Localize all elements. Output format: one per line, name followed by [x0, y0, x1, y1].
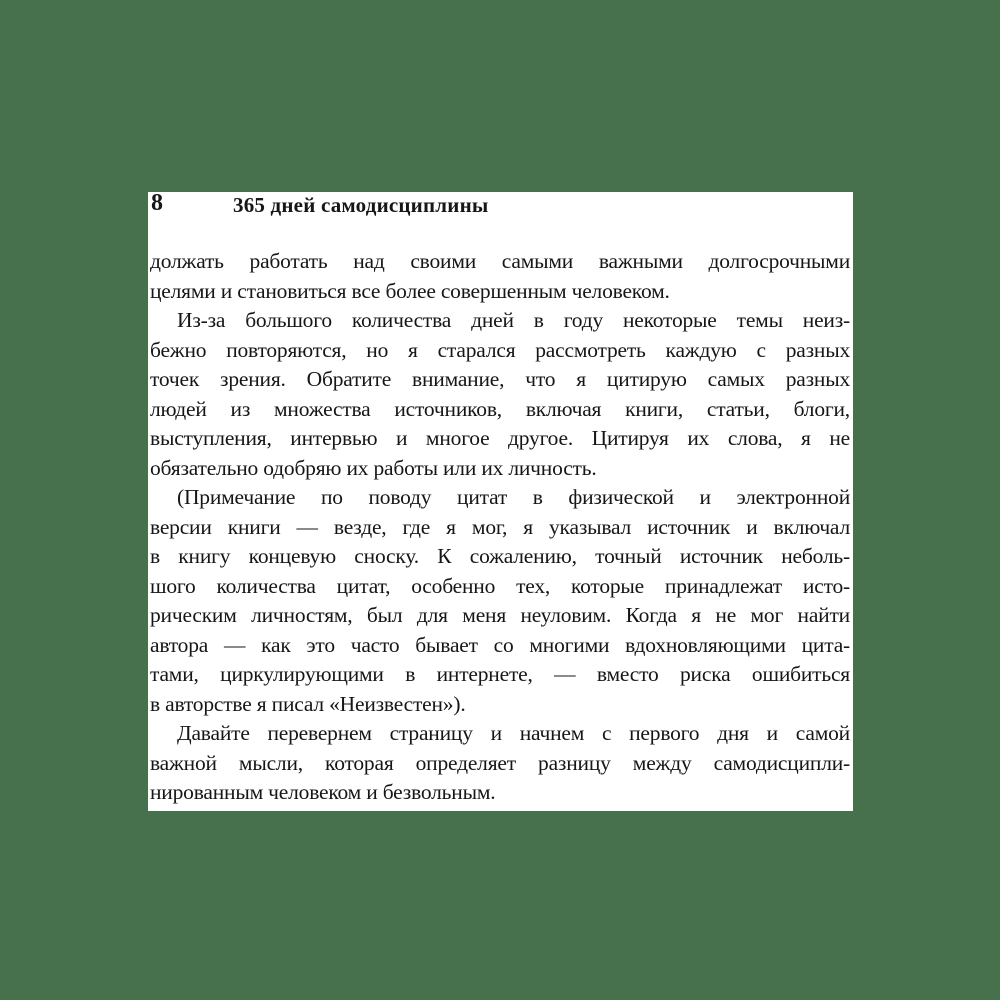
text-line: шого количества цитат, особенно тех, которые принадлежат исто- — [150, 573, 850, 598]
page-number: 8 — [151, 192, 163, 216]
text-line: важной мысли, которая определяет разницу между самодисципли- — [150, 750, 850, 775]
text-line: должать работать над своими самыми важными долгосрочными — [150, 249, 850, 273]
text-line: рическим личностям, был для меня неуловим. Когда я не мог найти — [150, 603, 850, 627]
text-line: выступления, интервью и многое другое. Цитируя их слова, я не — [150, 426, 850, 450]
page-header — [148, 192, 853, 218]
text-line: версии книги — везде, где я мог, я указывал источник и включал — [150, 514, 850, 539]
text-line: обязательно одобряю их работы или их личность. — [150, 455, 597, 480]
running-title: 365 дней самодисциплины — [233, 193, 489, 217]
text-line: Давайте перевернем страницу и начнем с первого дня и самой — [177, 721, 850, 745]
text-line: бежно повторяются, но я старался рассмотреть каждую с разных — [150, 337, 850, 362]
text-line: тами, циркулирующими в интернете, — вместо риска ошибиться — [150, 662, 850, 686]
page-body — [148, 247, 853, 808]
text-line: в книгу концевую сноску. К сожалению, точный источник неболь- — [150, 544, 850, 568]
text-line: людей из множества источников, включая книги, статьи, блоги, — [150, 396, 850, 421]
text-line: Из-за большого количества дней в году некоторые темы неиз- — [177, 308, 850, 332]
text-line: точек зрения. Обратите внимание, что я цитирую самых разных — [150, 367, 850, 391]
text-line: автора — как это часто бывает со многими вдохновляющими цита- — [150, 632, 850, 657]
book-page — [148, 192, 853, 811]
text-line: в авторстве я писал «Неизвестен»). — [150, 691, 466, 716]
text-line: (Примечание по поводу цитат в физической и электронной — [177, 485, 850, 509]
text-line: нированным человеком и безвольным. — [150, 780, 496, 804]
text-line: целями и становиться все более совершенным человеком. — [150, 278, 670, 303]
